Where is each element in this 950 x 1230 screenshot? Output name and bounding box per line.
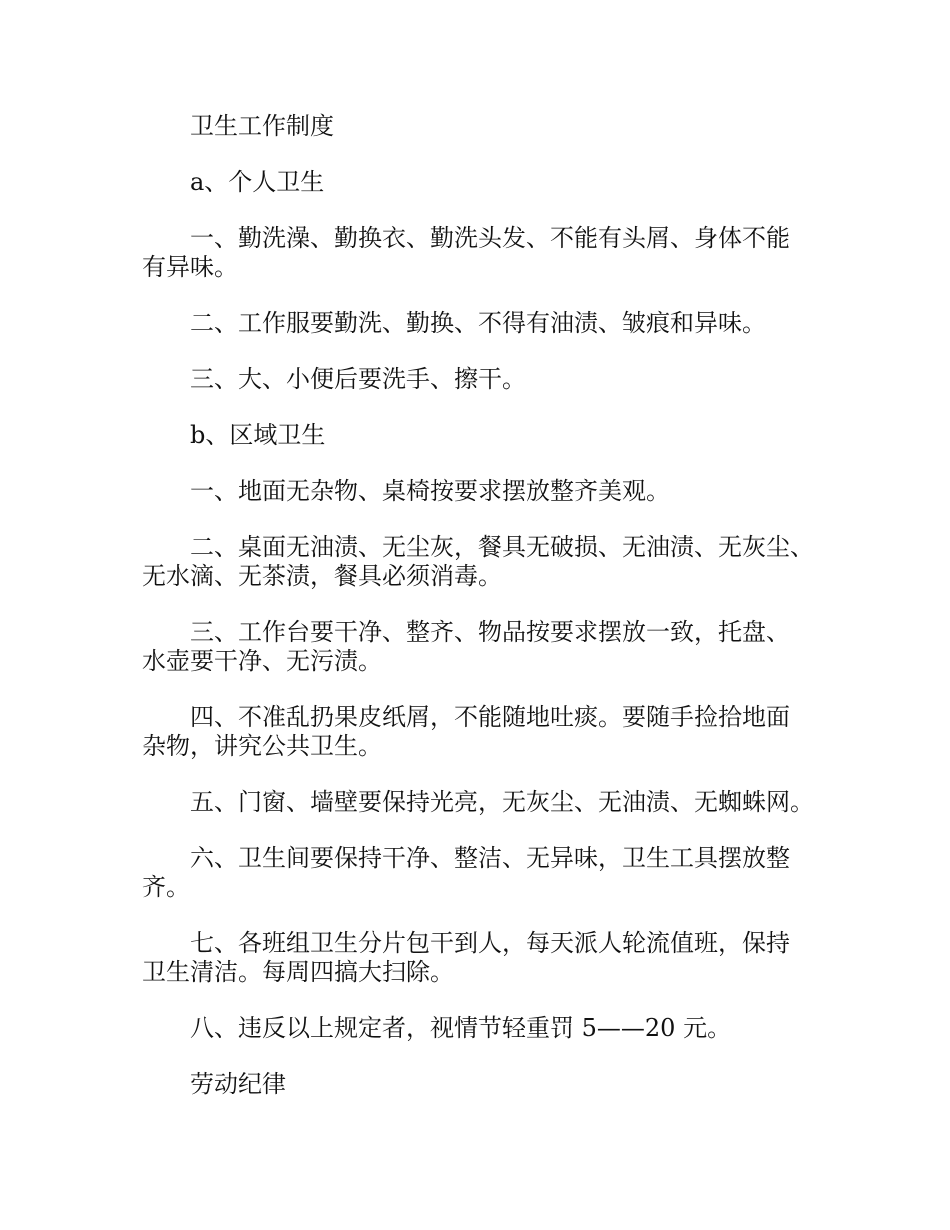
subsection-title-personal-hygiene: a、个人卫生	[190, 168, 325, 196]
paragraph-personal-2: 二、工作服要勤洗、勤换、不得有油渍、皱痕和异味。	[190, 309, 766, 337]
paragraph-area-3: 三、工作台要干净、整齐、物品按要求摆放一致，托盘、 水壶要干净、无污渍。	[142, 618, 790, 675]
paragraph-area-7: 七、各班组卫生分片包干到人，每天派人轮流值班，保持 卫生清洁。每周四搞大扫除。	[142, 929, 790, 986]
section-title-hygiene-rules: 卫生工作制度	[190, 112, 334, 140]
paragraph-area-5: 五、门窗、墙壁要保持光亮，无灰尘、无油渍、无蜘蛛网。	[190, 788, 814, 816]
section-title-labor-discipline: 劳动纪律	[190, 1070, 286, 1098]
paragraph-personal-3: 三、大、小便后要洗手、擦干。	[190, 365, 526, 393]
paragraph-area-2: 二、桌面无油渍、无尘灰，餐具无破损、无油渍、无灰尘、 无水滴、无茶渍，餐具必须消毒。	[142, 533, 814, 590]
document-body	[142, 112, 822, 1126]
paragraph-area-8: 八、违反以上规定者，视情节轻重罚 5——20 元。	[190, 1014, 732, 1042]
paragraph-area-6: 六、卫生间要保持干净、整洁、无异味，卫生工具摆放整 齐。	[142, 844, 790, 901]
subsection-title-area-hygiene: b、区域卫生	[190, 421, 326, 449]
paragraph-area-4: 四、不准乱扔果皮纸屑，不能随地吐痰。要随手捡拾地面 杂物，讲究公共卫生。	[142, 703, 790, 760]
paragraph-area-1: 一、地面无杂物、桌椅按要求摆放整齐美观。	[190, 477, 670, 505]
paragraph-personal-1: 一、勤洗澡、勤换衣、勤洗头发、不能有头屑、身体不能 有异味。	[142, 224, 790, 281]
